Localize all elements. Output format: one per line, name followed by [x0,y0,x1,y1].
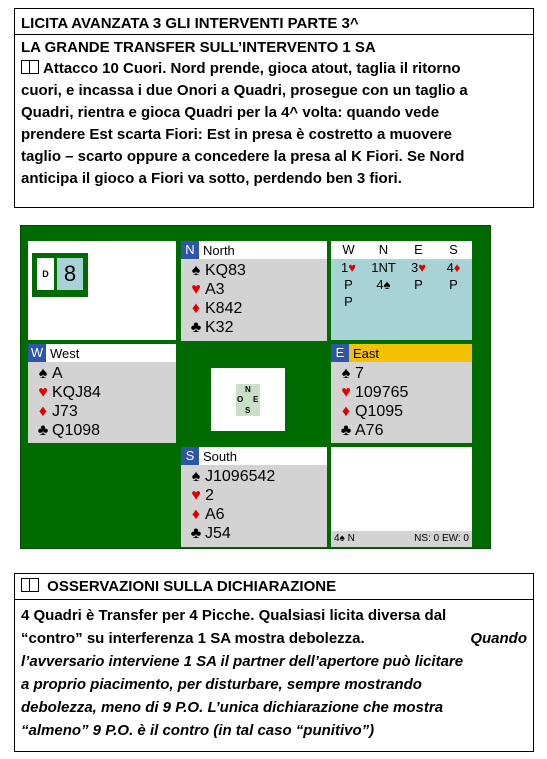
south-hand [181,447,327,547]
compass-e: E [253,395,259,404]
heart-icon: ♥ [191,281,201,298]
note-italic-start: Quando [470,630,527,647]
bid-header: E [414,242,423,257]
east-hearts: 109765 [355,384,409,401]
north-hearts: A3 [205,281,225,298]
score-label: NS: 0 EW: 0 [414,533,469,544]
bridge-diagram [20,225,491,549]
book-icon [21,60,39,74]
diamond-icon: ♦ [38,403,48,420]
note-line-mixed [21,627,527,650]
south-dir: S [181,447,199,465]
club-icon: ♣ [37,422,49,439]
play-line: Attacco 10 Cuori. Nord prende, gioca atout, taglia il ritorno [43,60,461,77]
result-footer [331,531,472,547]
bid-cell: 4♦ [446,260,461,275]
south-cards [181,465,327,547]
notes-title: OSSERVAZIONI SULLA DICHIARAZIONE [47,578,337,595]
play-line: prendere Est scarta Fiori: Est in presa è costretto a muovere [21,126,452,143]
south-name: South [203,448,237,464]
bidding-header-row [331,241,472,259]
compass-s: S [245,406,251,415]
notes-header [15,574,533,600]
west-hand [28,344,176,443]
east-dir: E [331,344,349,362]
west-hearts: KQJ84 [52,384,101,401]
note-line: debolezza, meno di 9 P.O. L’unica dichiarazione che mostra [21,699,444,716]
west-dir: W [28,344,46,362]
bid-cell: P [344,277,353,292]
west-name: West [50,345,80,361]
west-cards [28,362,176,443]
board-number-panel [28,241,176,340]
result-panel [331,447,472,547]
west-clubs: Q1098 [52,422,101,439]
diamond-icon: ♦ [191,506,201,523]
spade-icon: ♠ [38,365,48,382]
note-line: 4 Quadri è Transfer per 4 Picche. Qualsiasi licita diversa dal [21,607,447,624]
bid-header: W [342,242,355,257]
north-spades: KQ83 [205,262,246,279]
north-hand [181,241,327,341]
north-cards [181,259,327,341]
bidding-row [331,293,472,310]
bid-cell: 1♥ [341,260,356,275]
bid-cell: P [414,277,423,292]
note-line: a proprio piacimento, per disturbare, sempre mostrando [21,676,422,693]
spade-icon: ♠ [341,365,351,382]
south-spades: J1096542 [205,468,276,485]
club-icon: ♣ [190,525,202,542]
spade-icon: ♠ [191,262,201,279]
west-diamonds: J73 [52,403,78,420]
west-spades: A [52,365,63,382]
dealer-badge: D [37,258,54,290]
article-subtitle: LA GRANDE TRANSFER SULL’INTERVENTO 1 SA [15,34,533,56]
club-icon: ♣ [190,319,202,336]
spade-icon: ♠ [191,468,201,485]
play-line: anticipa il gioco a Fiori va sotto, perdendo ben 3 fiori. [21,170,402,187]
north-clubs: K32 [205,319,234,336]
east-clubs: A76 [355,422,384,439]
west-header [28,344,176,362]
bidding-row [331,276,472,293]
east-cards [331,362,472,443]
north-diamonds: K842 [205,300,243,317]
east-header [331,344,472,362]
east-spades: 7 [355,365,364,382]
diamond-icon: ♦ [341,403,351,420]
note-line: “almeno” 9 P.O. è il contro (in tal caso “punitivo”) [21,722,375,739]
contract-label: 4♠ N [334,533,355,544]
bid-cell: 4♠ [376,277,391,292]
bidding-panel [331,241,472,340]
east-diamonds: Q1095 [355,403,404,420]
north-name: North [203,242,235,258]
compass-panel [211,368,285,431]
bid-cell: P [449,277,458,292]
north-dir: N [181,241,199,259]
book-icon [21,578,39,592]
board-number-frame [32,253,88,297]
play-line: taglio – scarto oppure a concedere la presa al K Fiori. Se Nord [21,148,465,165]
bid-cell: 3♥ [411,260,426,275]
south-clubs: J54 [205,525,231,542]
notes-text [15,600,533,742]
south-diamonds: A6 [205,506,225,523]
east-name: East [353,345,380,361]
bid-header: N [378,242,389,257]
article-title: LICITA AVANZATA 3 GLI INTERVENTI PARTE 3^ [21,15,359,32]
east-hand [331,344,472,443]
heart-icon: ♥ [38,384,48,401]
club-icon: ♣ [340,422,352,439]
compass-w: O [237,395,244,404]
bidding-row [331,259,472,276]
south-header [181,447,327,465]
compass-n: N [245,385,251,394]
play-description [15,58,533,190]
compass [236,384,260,416]
intro-box [14,8,534,208]
play-line: cuori, e incassa i due Onori a Quadri, prosegue con un taglio a [21,82,468,99]
bid-header: S [449,242,458,257]
diamond-icon: ♦ [191,300,201,317]
notes-box [14,573,534,752]
bid-cell: 1NT [371,260,396,275]
bid-cell: P [344,294,353,309]
heart-icon: ♥ [191,487,201,504]
note-line: l’avversario interviene 1 SA il partner dell’apertore può licitare [21,653,464,670]
heart-icon: ♥ [341,384,351,401]
north-header [181,241,327,259]
note-line: “contro” su interferenza 1 SA mostra debolezza. [21,630,365,647]
play-line: Quadri, rientra e gioca Quadri per la 4^ volta: quando vede [21,104,440,121]
board-number: 8 [57,258,83,290]
south-hearts: 2 [205,487,214,504]
